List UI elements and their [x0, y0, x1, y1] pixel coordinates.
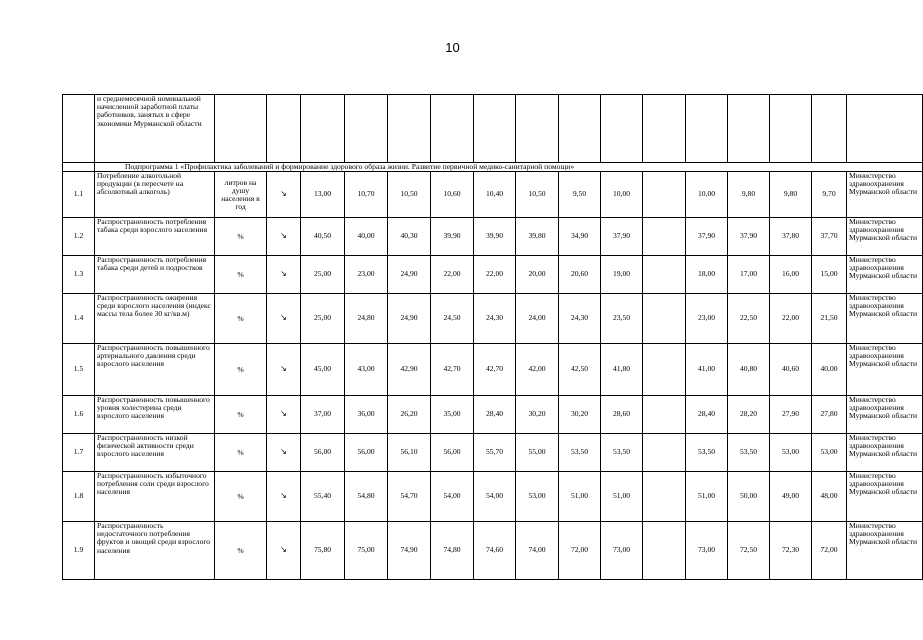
row-code: 1.6 — [63, 396, 95, 434]
table-row — [63, 256, 923, 294]
value-cell: 22,00 — [474, 256, 516, 294]
value-cell — [643, 344, 686, 396]
value-cell: 24,30 — [474, 294, 516, 344]
trend-arrow-icon: ↘ — [267, 522, 301, 580]
value-cell: 23,00 — [686, 294, 728, 344]
value-cell: 24,90 — [388, 294, 431, 344]
value-cell: 53,50 — [686, 434, 728, 472]
value-cell: 28,40 — [686, 396, 728, 434]
value-cell: 23,00 — [345, 256, 388, 294]
subprogram-row — [63, 163, 923, 172]
value-cell: 55,00 — [516, 434, 559, 472]
value-cell: 24,00 — [516, 294, 559, 344]
value-cell: 42,70 — [474, 344, 516, 396]
indicator-table — [62, 94, 923, 580]
value-cell: 37,70 — [812, 218, 847, 256]
value-cell: 40,50 — [301, 218, 345, 256]
value-cell: 9,80 — [728, 172, 770, 218]
value-cell: 45,00 — [301, 344, 345, 396]
value-cell: 72,50 — [728, 522, 770, 580]
value-cell: 53,50 — [601, 434, 643, 472]
trend-arrow-icon: ↘ — [267, 172, 301, 218]
value-cell: 30,20 — [559, 396, 601, 434]
value-cell: 56,00 — [345, 434, 388, 472]
value-cell — [643, 396, 686, 434]
trend-arrow-icon: ↘ — [267, 434, 301, 472]
value-cell: 30,20 — [516, 396, 559, 434]
trend-arrow-icon: ↘ — [267, 294, 301, 344]
unit-cell: % — [215, 396, 267, 434]
table-row — [63, 396, 923, 434]
value-cell: 10,40 — [474, 172, 516, 218]
row-code: 1.9 — [63, 522, 95, 580]
row-code: 1.5 — [63, 344, 95, 396]
responsible-org: Министерство здравоохранения Мурманской области — [847, 172, 923, 218]
table-row — [63, 434, 923, 472]
value-cell: 10,50 — [516, 172, 559, 218]
value-cell: 53,00 — [812, 434, 847, 472]
value-cell: 10,00 — [686, 172, 728, 218]
row-code: 1.7 — [63, 434, 95, 472]
unit-cell: % — [215, 472, 267, 522]
value-cell: 74,00 — [516, 522, 559, 580]
unit-cell: % — [215, 256, 267, 294]
value-cell: 10,70 — [345, 172, 388, 218]
value-cell: 40,00 — [345, 218, 388, 256]
value-cell: 37,90 — [686, 218, 728, 256]
unit-cell: % — [215, 522, 267, 580]
value-cell: 56,10 — [388, 434, 431, 472]
value-cell: 27,90 — [770, 396, 812, 434]
unit-cell: % — [215, 434, 267, 472]
value-cell: 40,30 — [388, 218, 431, 256]
row-code: 1.4 — [63, 294, 95, 344]
value-cell: 39,80 — [516, 218, 559, 256]
value-cell: 20,60 — [559, 256, 601, 294]
value-cell: 28,20 — [728, 396, 770, 434]
indicator-name: Распространенность повышенного артериального давления среди взрослого населения — [95, 344, 215, 396]
value-cell: 54,80 — [345, 472, 388, 522]
value-cell: 72,00 — [559, 522, 601, 580]
top-row — [63, 95, 923, 163]
value-cell — [643, 294, 686, 344]
value-cell: 53,00 — [516, 472, 559, 522]
unit-cell: % — [215, 218, 267, 256]
value-cell — [643, 172, 686, 218]
value-cell: 43,00 — [345, 344, 388, 396]
value-cell: 51,00 — [686, 472, 728, 522]
trend-arrow-icon: ↘ — [267, 218, 301, 256]
value-cell: 18,00 — [686, 256, 728, 294]
table-row — [63, 472, 923, 522]
value-cell: 20,00 — [516, 256, 559, 294]
value-cell: 73,00 — [686, 522, 728, 580]
value-cell: 51,00 — [601, 472, 643, 522]
responsible-org: Министерство здравоохранения Мурманской области — [847, 344, 923, 396]
trend-arrow-icon: ↘ — [267, 472, 301, 522]
value-cell: 54,00 — [431, 472, 474, 522]
value-cell: 41,80 — [601, 344, 643, 396]
unit-cell: % — [215, 294, 267, 344]
trend-arrow-icon: ↘ — [267, 396, 301, 434]
value-cell: 74,80 — [431, 522, 474, 580]
value-cell: 24,50 — [431, 294, 474, 344]
value-cell: 55,70 — [474, 434, 516, 472]
value-cell: 19,00 — [601, 256, 643, 294]
value-cell: 51,00 — [559, 472, 601, 522]
value-cell: 10,50 — [388, 172, 431, 218]
value-cell: 9,80 — [770, 172, 812, 218]
value-cell: 13,00 — [301, 172, 345, 218]
value-cell: 74,60 — [474, 522, 516, 580]
value-cell: 42,90 — [388, 344, 431, 396]
table-row — [63, 294, 923, 344]
indicator-name: Распространенность повышенного уровня холестерина среди взрослого населения — [95, 396, 215, 434]
value-cell: 56,00 — [301, 434, 345, 472]
value-cell: 24,90 — [388, 256, 431, 294]
value-cell: 37,00 — [301, 396, 345, 434]
value-cell: 15,00 — [812, 256, 847, 294]
value-cell: 48,00 — [812, 472, 847, 522]
indicator-name: Распространенность ожирения среди взрослого населения (индекс массы тела более 30 кг/кв.м) — [95, 294, 215, 344]
value-cell — [643, 256, 686, 294]
indicator-name: Распространенность потребления табака среди взрослого населения — [95, 218, 215, 256]
row-code: 1.1 — [63, 172, 95, 218]
trend-arrow-icon: ↘ — [267, 344, 301, 396]
value-cell: 37,80 — [770, 218, 812, 256]
value-cell: 37,90 — [728, 218, 770, 256]
value-cell: 37,90 — [601, 218, 643, 256]
value-cell: 22,00 — [770, 294, 812, 344]
indicator-name: Распространенность потребления табака среди детей и подростков — [95, 256, 215, 294]
responsible-org: Министерство здравоохранения Мурманской области — [847, 472, 923, 522]
value-cell: 16,00 — [770, 256, 812, 294]
value-cell: 39,90 — [474, 218, 516, 256]
unit-cell: % — [215, 344, 267, 396]
responsible-org: Министерство здравоохранения Мурманской области — [847, 396, 923, 434]
value-cell: 50,00 — [728, 472, 770, 522]
row-code: 1.8 — [63, 472, 95, 522]
responsible-org: Министерство здравоохранения Мурманской области — [847, 256, 923, 294]
value-cell: 42,70 — [431, 344, 474, 396]
top-row-name: и среднемесячной номинальной начисленной заработной платы работников, занятых в сфере экономики Мурманской области — [95, 95, 215, 163]
value-cell: 41,00 — [686, 344, 728, 396]
value-cell: 53,50 — [559, 434, 601, 472]
value-cell: 22,00 — [431, 256, 474, 294]
value-cell: 75,80 — [301, 522, 345, 580]
value-cell: 42,50 — [559, 344, 601, 396]
value-cell: 53,00 — [770, 434, 812, 472]
trend-arrow-icon: ↘ — [267, 256, 301, 294]
indicator-name: Распространенность избыточного потребления соли среди взрослого населения — [95, 472, 215, 522]
responsible-org: Министерство здравоохранения Мурманской области — [847, 218, 923, 256]
table-row — [63, 172, 923, 218]
value-cell: 28,60 — [601, 396, 643, 434]
row-code: 1.3 — [63, 256, 95, 294]
value-cell: 49,00 — [770, 472, 812, 522]
subprogram-title: Подпрограмма 1 «Профилактика заболеваний и формирование здорового образа жизни. Развитие первичной медико-санитарной помощи» — [95, 163, 923, 172]
value-cell: 10,60 — [431, 172, 474, 218]
value-cell: 40,80 — [728, 344, 770, 396]
value-cell: 25,00 — [301, 256, 345, 294]
table-row — [63, 218, 923, 256]
value-cell: 74,90 — [388, 522, 431, 580]
responsible-org: Министерство здравоохранения Мурманской области — [847, 522, 923, 580]
indicator-name: Потребление алкогольной продукции (в пересчете на абсолютный алкоголь) — [95, 172, 215, 218]
value-cell: 35,00 — [431, 396, 474, 434]
value-cell: 17,00 — [728, 256, 770, 294]
value-cell: 34,90 — [559, 218, 601, 256]
row-code: 1.2 — [63, 218, 95, 256]
value-cell: 27,80 — [812, 396, 847, 434]
value-cell: 36,00 — [345, 396, 388, 434]
value-cell — [643, 434, 686, 472]
value-cell: 40,00 — [812, 344, 847, 396]
table-row — [63, 522, 923, 580]
value-cell: 24,80 — [345, 294, 388, 344]
value-cell: 54,00 — [474, 472, 516, 522]
value-cell: 23,50 — [601, 294, 643, 344]
value-cell: 40,60 — [770, 344, 812, 396]
value-cell: 53,50 — [728, 434, 770, 472]
unit-cell: литров на душу населения в год — [215, 172, 267, 218]
value-cell: 9,70 — [812, 172, 847, 218]
value-cell: 72,30 — [770, 522, 812, 580]
value-cell — [643, 218, 686, 256]
value-cell: 24,30 — [559, 294, 601, 344]
value-cell: 56,00 — [431, 434, 474, 472]
value-cell: 75,00 — [345, 522, 388, 580]
indicator-name: Распространенность недостаточного потребления фруктов и овощей среди взрослого населения — [95, 522, 215, 580]
responsible-org: Министерство здравоохранения Мурманской области — [847, 434, 923, 472]
page-number: 10 — [445, 40, 460, 55]
value-cell — [643, 472, 686, 522]
value-cell: 21,50 — [812, 294, 847, 344]
value-cell: 39,90 — [431, 218, 474, 256]
value-cell: 9,50 — [559, 172, 601, 218]
value-cell: 72,00 — [812, 522, 847, 580]
value-cell: 22,50 — [728, 294, 770, 344]
value-cell: 28,40 — [474, 396, 516, 434]
indicator-name: Распространенность низкой физической активности среди взрослого населения — [95, 434, 215, 472]
table-row — [63, 344, 923, 396]
value-cell: 26,20 — [388, 396, 431, 434]
value-cell: 42,00 — [516, 344, 559, 396]
value-cell: 25,00 — [301, 294, 345, 344]
value-cell: 54,70 — [388, 472, 431, 522]
responsible-org: Министерство здравоохранения Мурманской области — [847, 294, 923, 344]
value-cell: 10,00 — [601, 172, 643, 218]
value-cell: 73,00 — [601, 522, 643, 580]
value-cell: 55,40 — [301, 472, 345, 522]
value-cell — [643, 522, 686, 580]
